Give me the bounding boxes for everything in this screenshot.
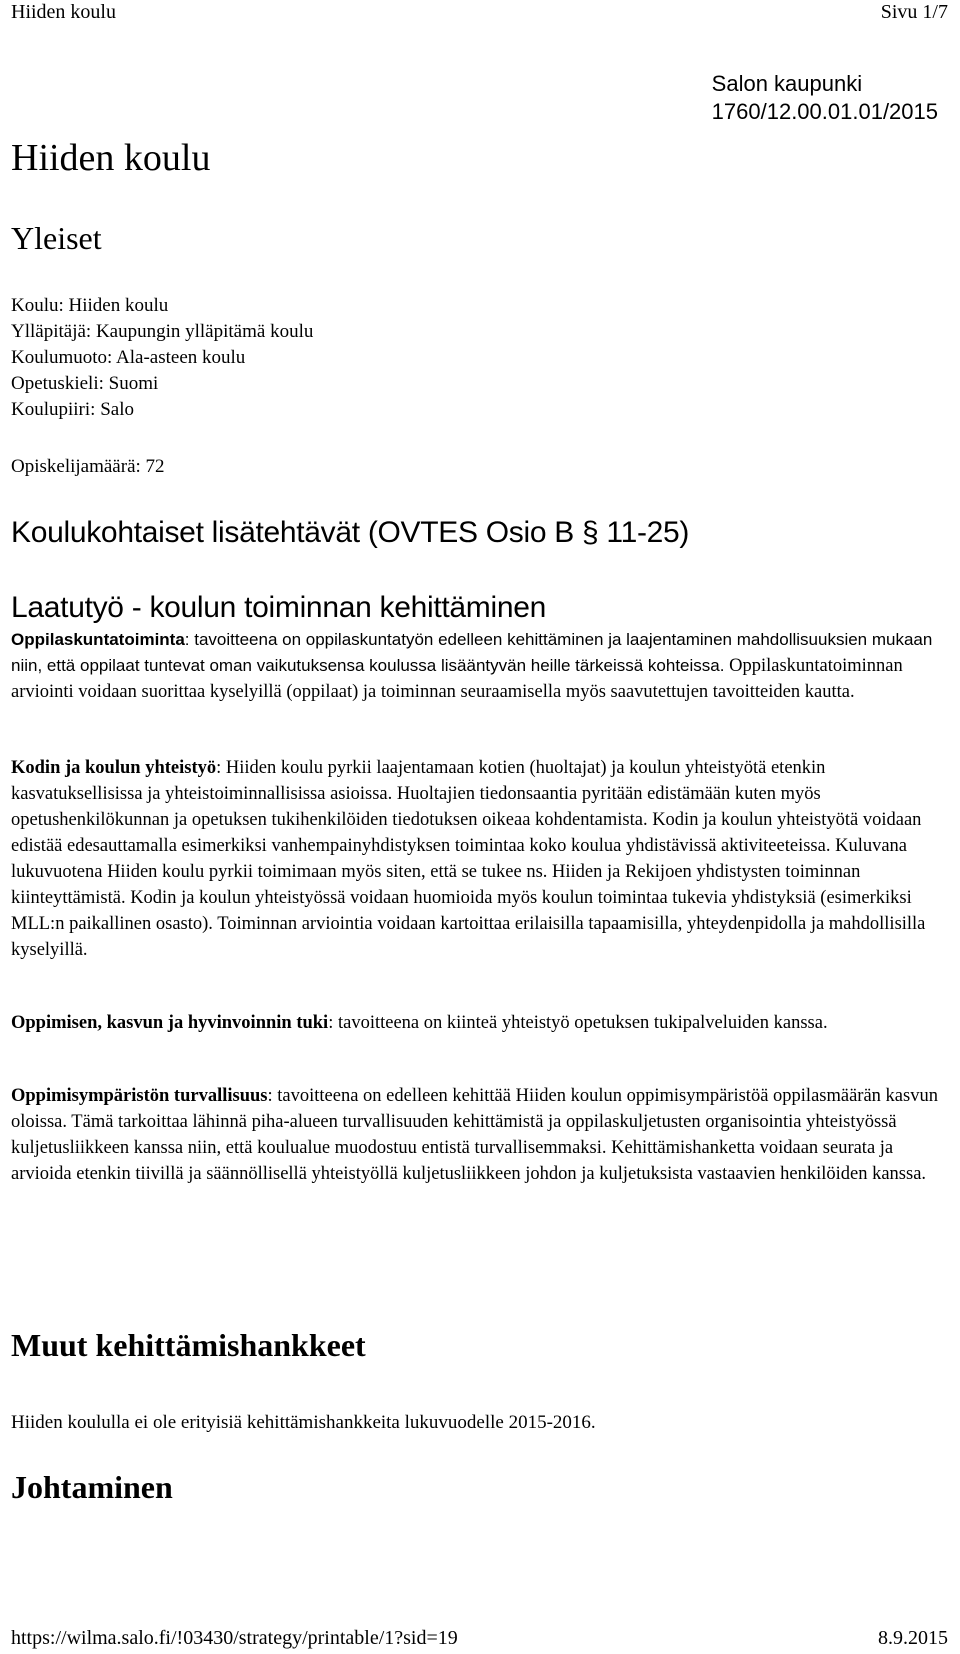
paragraph-label: Oppimisympäristön turvallisuus <box>11 1086 268 1106</box>
paragraph-text: Oppilaskuntatoiminnan arviointi voidaan suorittaa kyselyillä (oppilaat) ja toiminnan seuraamisella myös saavutettujen tavoitteiden kautta. <box>11 656 903 702</box>
paragraph-text: : tavoitteena on edelleen kehittää Hiiden koulun oppimisympäristöä oppilasmäärän kasvun oloissa. Tämä tarkoittaa lähinnä piha-alueen turvallisuuden kehittämistä ja oppilaskuljetusten organisointia yhteistyössä kuljetusliikkeen kanssa niin, että koulualue muodostuu entistä turvallisemmaksi. Kehittämishanketta voidaan seurata ja arvioida etenkin tiivillä ja säännöllisellä yhteistyöllä kuljetusliikkeen johdon ja kuljetuksista vastaavien henkilöiden kanssa. <box>11 1086 938 1184</box>
print-header-title: Hiiden koulu <box>11 1 116 23</box>
paragraph-label: Kodin ja koulun yhteistyö <box>11 758 217 778</box>
print-header-page-number: Sivu 1/7 <box>880 1 948 23</box>
paragraph-text: : tavoitteena on oppilaskuntatyön edelleen kehittäminen ja laajentaminen mahdollisuuksien mukaan niin, että oppilaat tuntevat oman vaikutuksensa koulussa lisääntyvän heille tärkeissä kohteissa. <box>11 630 933 675</box>
learning-support-paragraph <box>11 1010 946 1036</box>
other-projects-text: Hiiden koululla ei ole erityisiä kehittämishankkeita lukuvuodelle 2015-2016. <box>11 1412 596 1433</box>
info-district: Koulupiiri: Salo <box>11 399 134 420</box>
paragraph-text: : tavoitteena on kiinteä yhteistyö opetuksen tukipalveluiden kanssa. <box>328 1013 828 1033</box>
organization-name: Salon kaupunki <box>711 71 863 96</box>
leadership-heading: Johtaminen <box>11 1469 173 1505</box>
print-footer-date: 8.9.2015 <box>878 1627 948 1649</box>
general-heading: Yleiset <box>11 220 102 256</box>
home-school-paragraph <box>11 755 946 963</box>
extra-tasks-heading: Koulukohtaiset lisätehtävät (OVTES Osio B § 11-25) <box>11 516 690 549</box>
student-council-paragraph <box>11 627 946 705</box>
info-school: Koulu: Hiiden koulu <box>11 295 169 316</box>
safety-paragraph <box>11 1083 946 1187</box>
paragraph-text: : Hiiden koulu pyrkii laajentamaan kotien (huoltajat) ja koulun yhteistyötä etenkin kasvatuksellisissa ja yhteistoiminnallisissa asioissa. Huoltajien tiedonsaantia pyritään edistämään kuten myös opetushenkilökunnan ja opetuksen tukihenkilöiden tiedotuksen oikeaa kohdentamista. Kodin ja koulun yhteistyötä voidaan edistää edesauttamalla esimerkiksi vanhempainyhdistyksen toimintaa koko koulua yhdistävissä aktiviteeteissa. Kuluvana lukuvuotena Hiiden koulu pyrkii toimimaan myös siten, että se tukee ns. Hiiden ja Rekijoen yhdistysten toiminnan kiinteyttämistä. Kodin ja koulun yhteistyössä voidaan huomioida myös koulun toimintaa tukevia yhdistyksiä (esimerkiksi MLL:n paikallinen osasto). Toiminnan arviointia voidaan kartoittaa erilaisilla tapaamisilla, yhteydenpidolla ja mahdollisilla kyselyillä. <box>11 758 926 960</box>
info-maintainer: Ylläpitäjä: Kaupungin ylläpitämä koulu <box>11 321 314 342</box>
document-code: 1760/12.00.01.01/2015 <box>711 99 938 124</box>
student-count: Opiskelijamäärä: 72 <box>11 456 165 477</box>
organization-block <box>712 70 938 126</box>
quality-work-heading: Laatutyö - koulun toiminnan kehittäminen <box>11 591 547 624</box>
paragraph-label: Oppilaskuntatoiminta <box>11 630 185 649</box>
info-language: Opetuskieli: Suomi <box>11 373 159 394</box>
general-info-list <box>11 293 313 423</box>
other-projects-heading: Muut kehittämishankkeet <box>11 1327 366 1363</box>
info-school-type: Koulumuoto: Ala-asteen koulu <box>11 347 246 368</box>
paragraph-label: Oppimisen, kasvun ja hyvinvoinnin tuki <box>11 1013 329 1033</box>
print-footer-url: https://wilma.salo.fi/!03430/strategy/printable/1?sid=19 <box>11 1627 458 1649</box>
page-title: Hiiden koulu <box>11 137 211 179</box>
